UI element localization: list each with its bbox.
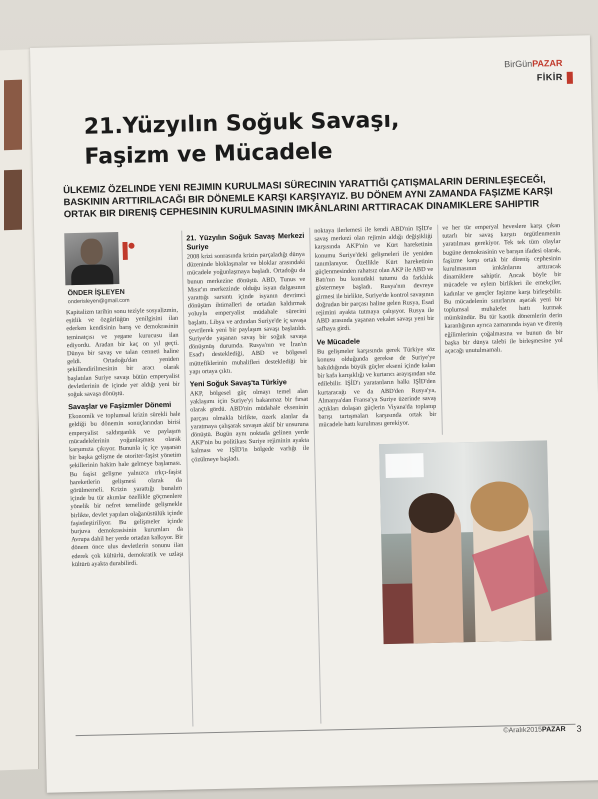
column-2: [186, 228, 315, 727]
facing-page-photo: [4, 170, 22, 231]
subheading: 21. Yüzyılın Soğuk Savaş Merkezi Suriye: [186, 230, 305, 252]
article-title: [83, 102, 544, 172]
author-body: [71, 264, 114, 285]
body-paragraph: 2008 krizi sonrasında krizin parçaladığı dünya düzeninde bloklaşmalar ve bloklar arasındaki mücadele yoğunlaşmaya başladı. Ortadoğu da bunun merkezine dönüştü. ABD, Tunus ve Mısır'ın merkezinde olduğu isyan dalgasının yarattığı sarsıntı içinde isyanın devrimci dönüşüm ihtimalleri de ortadan kaldırmak yoluyla emperyalist müdahale sürecini başlattı. Libya ve ardından Suriye'de iç savaşa çevrilerek yeni bir paylaşım savaşı başlatıldı. Suriye'de yaşanan savaş bir soğuk savaşa dönüşmüş durumda. Rusya'nın ve İran'ın Esad'ı desteklediği, ABD ve bölgesel müttefiklerinin muhalifleri desteklediği bir yapı ortaya çıktı.: [186, 250, 308, 376]
title-line: Faşizm ve Mücadele: [84, 139, 333, 170]
section-marker: [567, 72, 573, 84]
title-line: 21.Yüzyılın Soğuk Savaşı,: [83, 107, 400, 140]
section-label: FİKİR: [536, 71, 563, 83]
photo-banner: [385, 453, 424, 478]
author-email: onderisleyen@gmail.com: [67, 297, 130, 306]
subheading: Yeni Soğuk Savaş'ta Türkiye: [189, 377, 287, 389]
brand-prefix: BirGün: [504, 58, 533, 70]
brand-suffix: PAZAR: [532, 57, 563, 69]
publication-brand: [504, 58, 563, 69]
page-number: 3: [576, 723, 582, 734]
protest-photo: [379, 440, 551, 644]
footer-date: ©Aralık2015: [503, 726, 543, 735]
facing-page-photo: [4, 80, 22, 151]
body-paragraph: AKP, bölgesel güç olmayı temel alan yaklaşımı için Suriye'yi bakanmaz bir fırsat olarak gördü. ABD'nin müdahale ekseninin parçası olmakla birlikte, özerk alanlar da yaratmaya çalışarak savaşın aktif bir unsuruna dönüştü. Bugün aynı noktada gelinen yerde AKP'nin bu politikası Suriye rejiminin ayakta kalması ve IŞİD'in bölgede varlığı ile çözülmeye başladı.: [189, 387, 310, 464]
body-paragraph: noktaya ilerlemesi ile kendi ABD'nin IŞİD'e savaş merkezi olan rejimin aldığı değişikliği karşısında AKP'nin ve Kürt hareketinin konumu Suriye'deki gelişmeleri ile yeniden tanımlanıyor. Özellikle Kürt hareketinin güçlenmesinden rahatsız olan AKP ile ABD ve Batı'nın bu konudaki tutumu da farklılık göstermeye başladı. Rusya'nın devreye girmesi ile birlikte, Suriye'de kontrol savaşının doğrudan bir parçası haline gelen Rusya, Esad rejimini ayakta tutmaya çalışıyor. Rusya ile ABD arasında yaşanan vekalet savaşı yeni bir safhaya girdi.: [314, 224, 435, 334]
footer-brand: PAZAR: [541, 726, 566, 734]
column-logo-icon: [122, 242, 134, 260]
body-paragraph: ve her tür emperyal heveslere karşı çıkan tutarlı bir savaş karşıtı örgütlenmenin yaratılması gerekiyor. Tek tek tüm olaylar bugüne demokrasinin ve barışın ifadesi olarak, faşizme karşı ortak bir direniş cephesinin kurulmasının imkânlarını arttıracak dinamiklere sahiptir. Ancak böyle bir mücadele ve eylem birlikleri ile emekçiler, kadınlar ve gençler faşizme karşı birleşebilir. Bu mücadelenin sınırlarını aşacak yeni bir toplumsal muhalefet hattı kurmak mümkündür. Bu tür kaotik dönemlerin derin karanlığının ayrıca zamanında isyan ve direniş eğilimlerinin çoğalmasına ve bunun da bir başka bir dünya talebi ile birleşmesine yol açacağı unutulmamalı.: [442, 222, 563, 355]
author-head: [80, 238, 103, 264]
subheading: Ve Mücadele: [316, 336, 360, 347]
body-paragraph: Ekonomik ve toplumsal krizin sürekli hale geldiği bu dönemin sonuçlarından birisi emperyalist saldırganlık ve paylaşım mücadelelerinin yoğunlaşması olarak karşımıza çıkıyor. Bununla iç içe yaşanan bir başka gelişme de otoriter-faşist yönetim şekillerinin hakim hale gelmeye başlaması. Bu faşist gelişme yalnızca ırkçı-faşist hareketlerin gelişmesi olarak da görülmemeli. Krizin yarattığı bunalım içinde bu tür akımlar özellikle göçmenlere yönelik bir nefret temelinde gelişmekle birlikte, devlet yapıları olağanüstülük içinde faşistleştiriliyor. Bu gelişmeler içinde burjuva demokrasisinin kurumları da Avrupa dahil her yerde ortadan kalkıyor. Bir dönem önce ulus devletlerin sonunu ilan ederek çok kültürlü, demokratik ve uzlaşı kültürü ayakta durabilirdi.: [68, 410, 184, 569]
column-1: [66, 307, 187, 729]
subheading: Savaşlar ve Faşizmler Dönemi: [68, 400, 172, 412]
footer-issue: [503, 726, 565, 734]
body-paragraph: Bu gelişmeler karşısında gerek Türkiye söz konusu olduğunda gerekse de Suriye'ye bakıldığında büyük güçler ekseni içinde kalan bir kafa karışıklığı ve kurtarıcı arayışından söz edilebilir. IŞİD'ı yaratanların halkı IŞİD'den kurtaracağı ve da ABD'den Rusya'ya, Almanya'dan Fransa'ya Suriye üzerinde savaş açtıkları dolaşan güçlerin Viyana'da toplanıp barışı tartışmaları karşısında ortak bir mücadele hattı kurulması gerekiyor.: [316, 345, 437, 430]
column-4: [442, 222, 565, 437]
author-photo: [64, 232, 119, 285]
article-deck: ÜLKEMIZ ÖZELINDE YENI REJIMIN KURULMASI SÜRECININ YARATTIĞI ÇATIŞMALARIN DERINLEŞECEĞI, BASKININ ARTTIRILACAĞI BIR DÖNEMLE KARŞI KARŞIYAYIZ. BU DÖNEM AYNI ZAMANDA FAŞIZME KARŞI ORTAK BIR DIRENIŞ CEPHESININ KURULMASININ IMKÂNLARINI ARTTIRACAK DINAMIKLERE SAHIPTIR: [63, 174, 553, 221]
author-name: ÖNDER İŞLEYEN: [67, 288, 125, 298]
intro-paragraph: Kapitalizm tarihin sonu teziyle sosyalizmin, eşitlik ve özgürlüğün yenilgisini ilan ederken kendisinin barış ve demokrasinin teminatçısı ve yegane kurucusu ilan ediyordu. Aradan bir kaç on yıl geçti. Dünya bir savaş ve talan cenneti haline geldi. Ortadoğu'dan yeniden şekillendirilmesinin bir aracı olarak başlatılan Suriye savaşı bütün emperyalist devletlerinin de içinde yer aldığı yeni bir soğuk savaşa dönüştü.: [65, 306, 180, 399]
newspaper-page: [30, 35, 598, 793]
